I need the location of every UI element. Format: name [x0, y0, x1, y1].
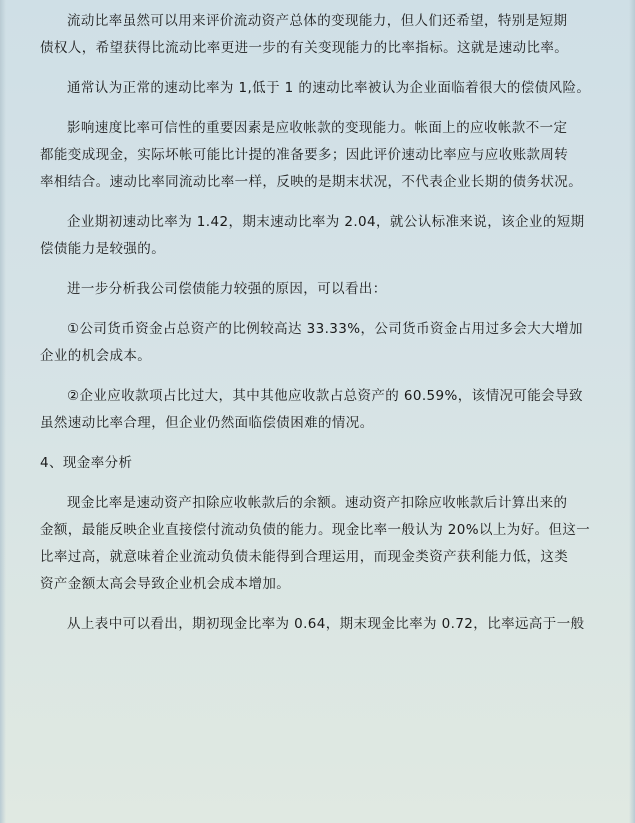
paragraph-point-1	[40, 316, 600, 370]
paragraph-further-analysis	[40, 276, 600, 303]
text-line: 流动比率虽然可以用来评价流动资产总体的变现能力，但人们还希望，特别是短期	[67, 13, 568, 29]
text-line: ①公司货币资金占总资产的比例较高达 33.33%，公司货币资金占用过多会大大增加	[67, 321, 583, 337]
text-line: 通常认为正常的速动比率为 1,低于 1 的速动比率被认为企业面临着很大的偿债风险。	[67, 80, 591, 96]
text-line: 率相结合。速动比率同流动比率一样，反映的是期末状况，不代表企业长期的债务状况。	[40, 174, 583, 190]
text-line: 都能变成现金，实际坏帐可能比计提的准备要多；因此评价速动比率应与应收账款周转	[40, 147, 569, 163]
text-line: 债权人，希望获得比流动比率更进一步的有关变现能力的比率指标。这就是速动比率。	[40, 40, 569, 56]
text-line: 企业期初速动比率为 1.42，期末速动比率为 2.04，就公认标准来说，该企业的短期	[67, 214, 585, 230]
section-heading-cash-ratio	[40, 450, 600, 477]
text-line: ②企业应收款项占比过大，其中其他应收款占总资产的 60.59%，该情况可能会导致	[67, 388, 583, 404]
paragraph-current-ratio-intro	[40, 8, 600, 62]
page-edge-right	[629, 0, 635, 823]
text-line: 比率过高，就意味着企业流动负债未能得到合理运用，而现金类资产获利能力低，这类	[40, 549, 569, 565]
paragraph-quick-ratio-norm	[40, 75, 600, 102]
text-line: 虽然速动比率合理，但企业仍然面临偿债困难的情况。	[40, 415, 374, 431]
paragraph-quick-ratio-values	[40, 209, 600, 263]
text-line: 资产金额太高会导致企业机会成本增加。	[40, 576, 291, 592]
page-edge-left	[0, 0, 6, 823]
text-line: 4、现金率分析	[40, 455, 133, 471]
text-line: 进一步分析我公司偿债能力较强的原因，可以看出：	[67, 281, 387, 297]
text-line: 企业的机会成本。	[40, 348, 152, 364]
paragraph-cash-ratio-values	[40, 611, 600, 638]
text-line: 影响速度比率可信性的重要因素是应收帐款的变现能力。帐面上的应收帐款不一定	[67, 120, 568, 136]
text-line: 偿债能力是较强的。	[40, 241, 166, 257]
document-body	[40, 8, 600, 651]
paragraph-receivables-factor	[40, 115, 600, 196]
text-line: 金额，最能反映企业直接偿付流动负债的能力。现金比率一般认为 20%以上为好。但这一	[40, 522, 591, 538]
text-line: 从上表中可以看出，期初现金比率为 0.64，期末现金比率为 0.72，比率远高于一般	[67, 616, 585, 632]
text-line: 现金比率是速动资产扣除应收帐款后的余额。速动资产扣除应收帐款后计算出来的	[67, 495, 568, 511]
paragraph-cash-ratio-definition	[40, 490, 600, 598]
paragraph-point-2	[40, 383, 600, 437]
